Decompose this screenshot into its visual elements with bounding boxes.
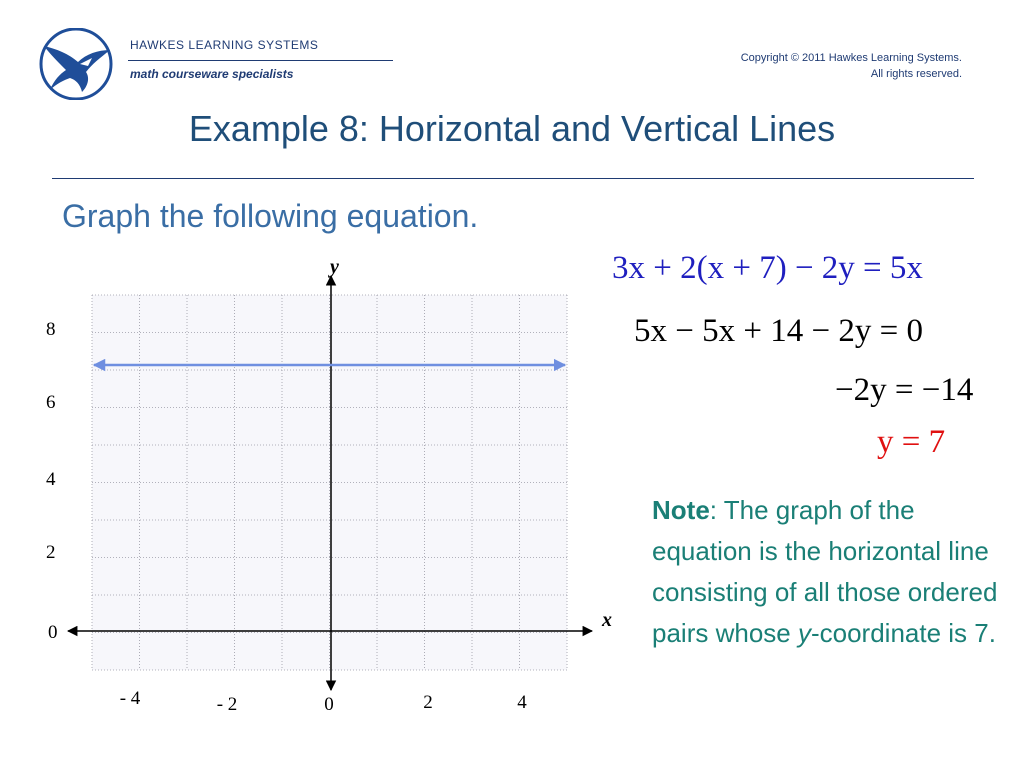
equation-step-3: −2y = −14 (835, 372, 974, 408)
note-body: : The graph of the equation is the horizontal line consisting of all those ordered pairs whose (652, 495, 998, 648)
x-axis-label: x (602, 609, 612, 631)
hawkes-eagle-logo-icon (36, 28, 116, 100)
note-text (652, 490, 1002, 654)
equation-solution: y = 7 (877, 424, 946, 460)
copyright-notice (741, 50, 962, 82)
y-tick-label: 2 (46, 542, 56, 563)
x-tick-label: 2 (423, 692, 433, 713)
y-tick-label: 0 (48, 622, 58, 643)
x-tick-label: 0 (324, 694, 334, 715)
copyright-line-1: Copyright © 2011 Hawkes Learning Systems. (740, 52, 962, 64)
instruction-text: Graph the following equation. (62, 198, 479, 234)
y-tick-label: 4 (46, 469, 56, 490)
y-tick-label: 8 (46, 319, 56, 340)
title-divider (52, 178, 974, 179)
company-name: HAWKES LEARNING SYSTEMS (130, 38, 319, 52)
y-axis-label: y (330, 256, 339, 278)
copyright-line-2: All rights reserved. (870, 68, 962, 80)
slide-title: Example 8: Horizontal and Vertical Lines (188, 108, 836, 149)
x-tick-label: 4 (517, 692, 527, 713)
company-tagline: math courseware specialists (130, 67, 294, 81)
equation-step-2: 5x − 5x + 14 − 2y = 0 (634, 313, 923, 349)
note-y-variable: y (797, 618, 811, 648)
x-tick-label: - 4 (119, 688, 141, 709)
equation-step-1: 3x + 2(x + 7) − 2y = 5x (612, 250, 923, 286)
coordinate-graph (0, 240, 640, 760)
y-tick-label: 6 (46, 392, 56, 413)
company-divider (128, 60, 393, 61)
note-label: Note (652, 495, 710, 525)
x-tick-label: - 2 (216, 694, 238, 715)
note-body-end: -coordinate is 7. (810, 618, 996, 648)
